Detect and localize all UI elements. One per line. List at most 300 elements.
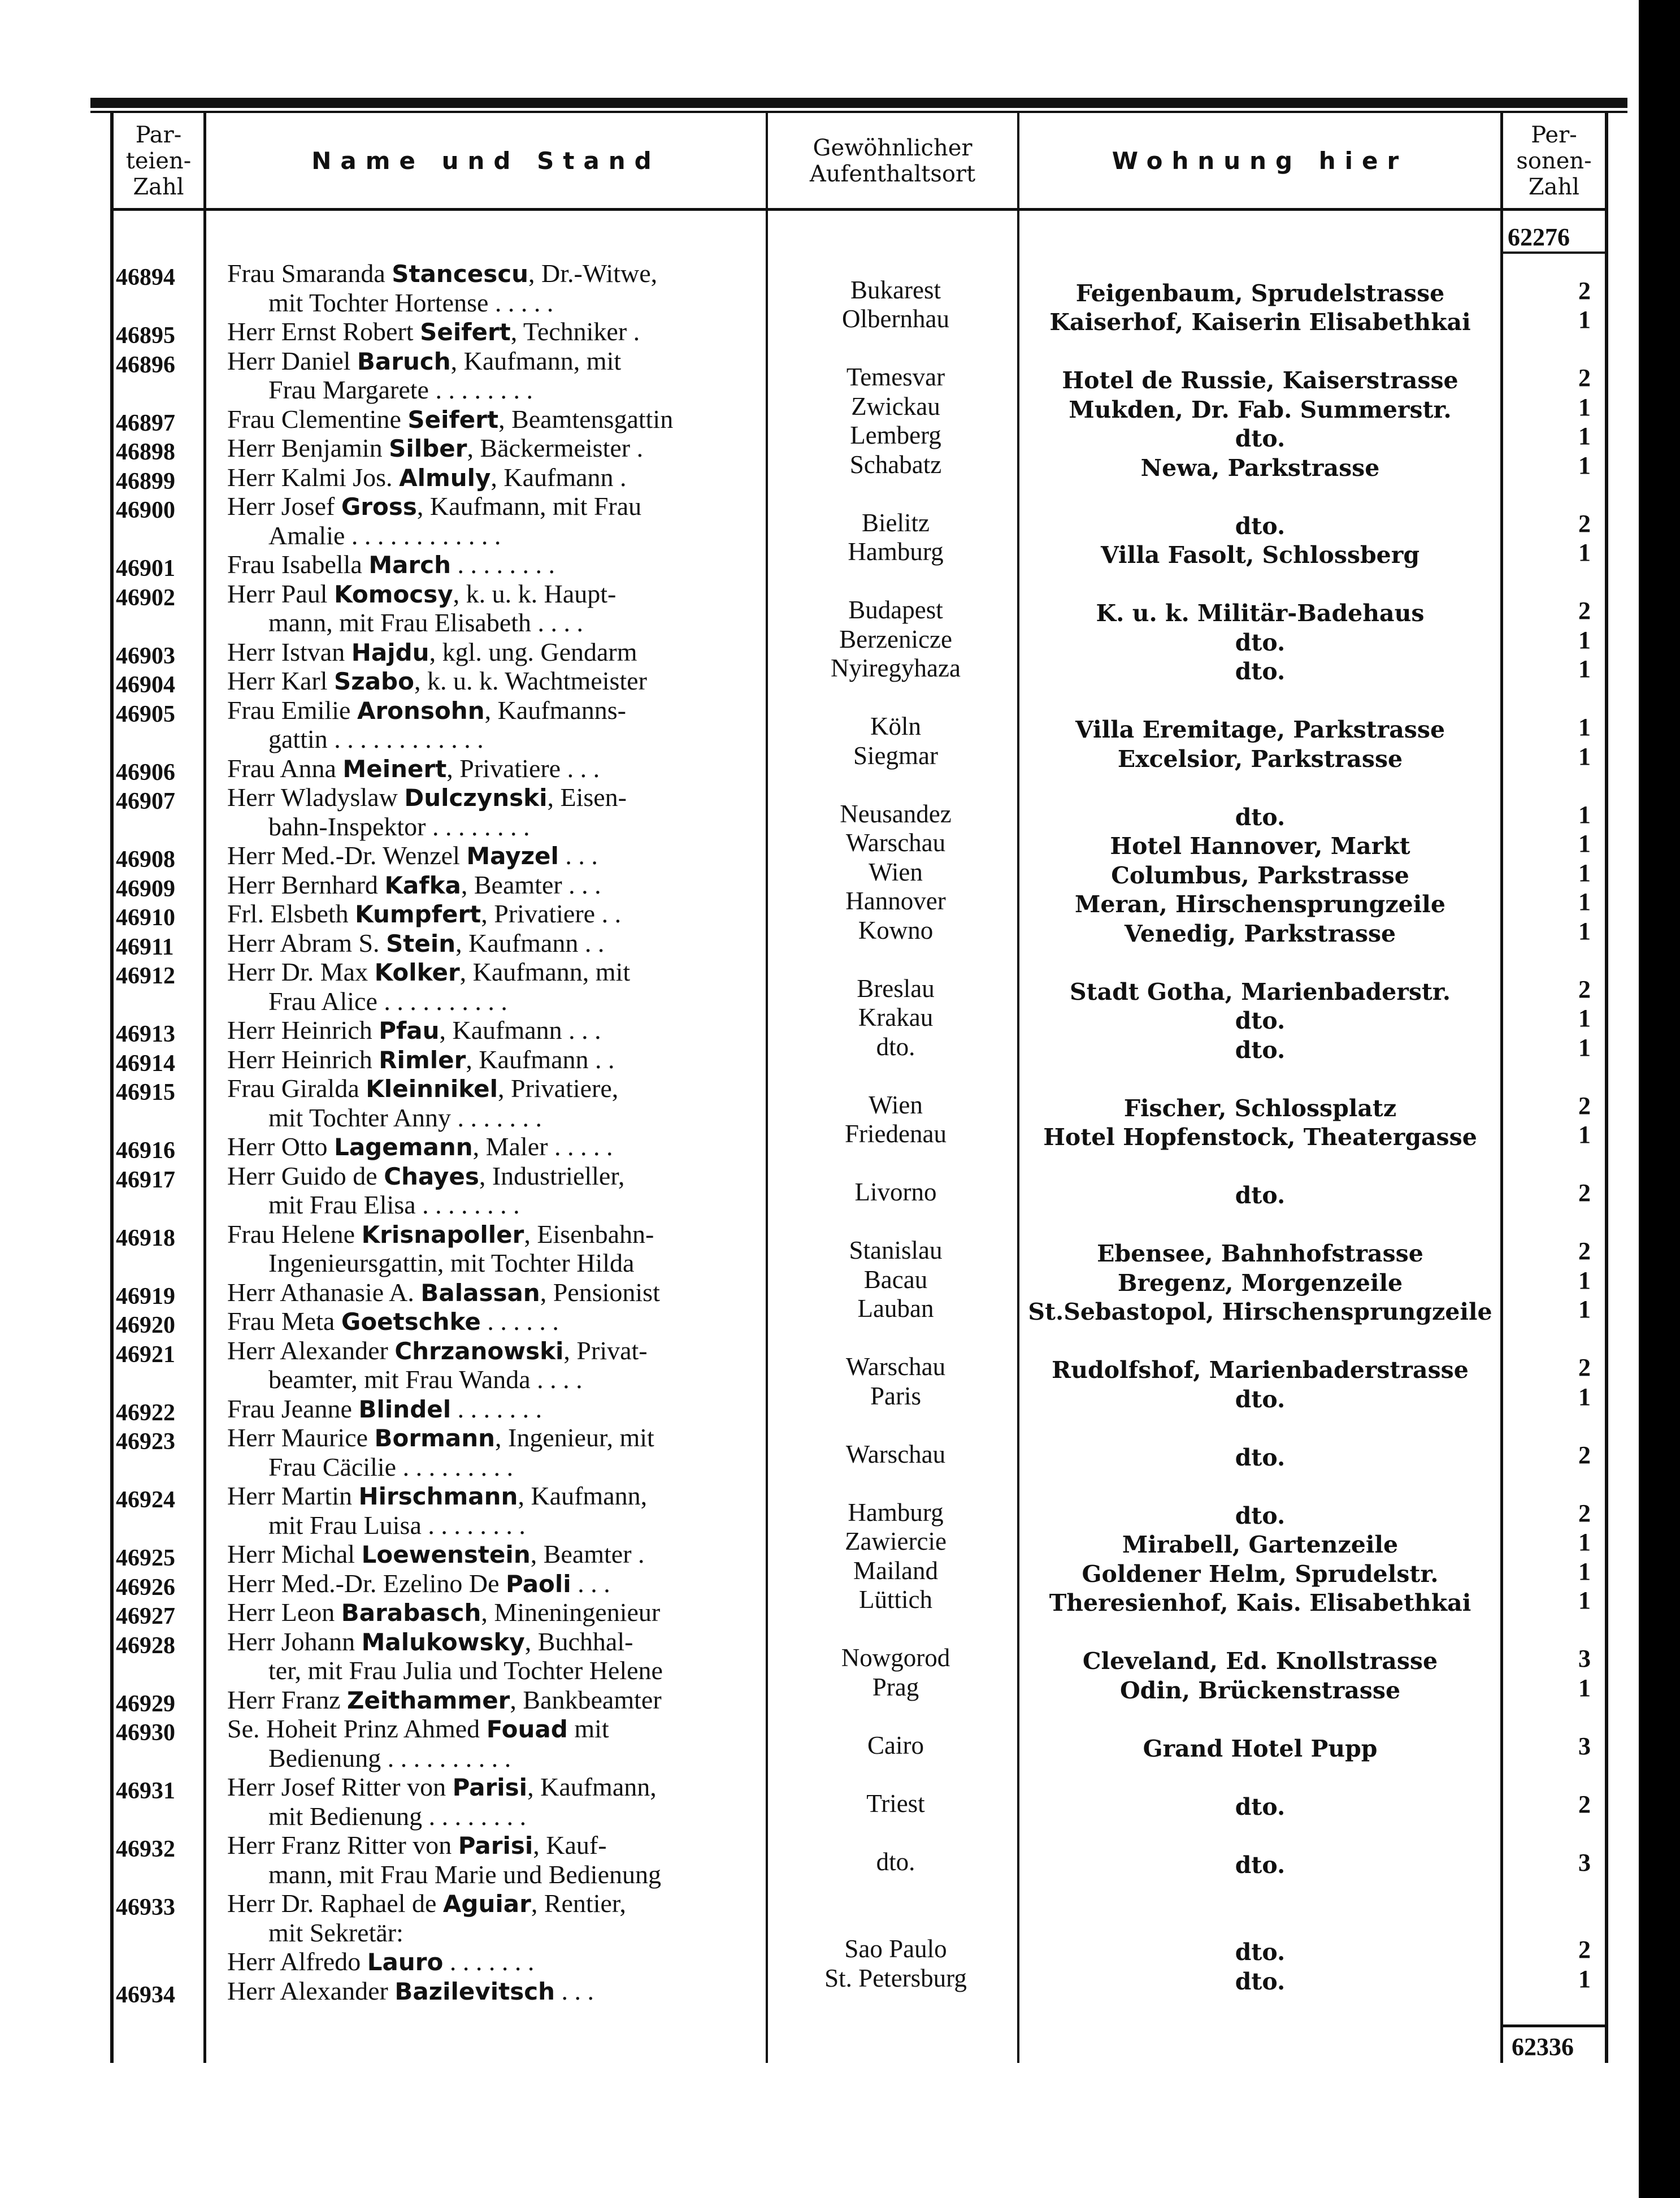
usual-residence: Köln [870,712,921,740]
entry-text: Herr Heinrich [227,1016,379,1044]
entry-surname: Chrzanowski [394,1337,564,1365]
entry-text: Herr Karl [227,666,335,695]
entry-text: mit Frau Luisa . . . . . . . . [268,1510,526,1540]
entry-name-line [227,1685,662,1715]
entry-occupation: . . . [555,1976,594,2005]
usual-residence: Lemberg [850,421,941,449]
entry-occupation: , Maler . . . . . [472,1132,613,1161]
usual-residence: Schabatz [849,450,942,479]
person-count: 1 [1578,1557,1591,1585]
party-number: 46917 [116,1167,175,1193]
header-personen-2: sonen- [1516,148,1592,174]
entry-name-line [227,1976,594,2006]
entry-surname: Stein [386,929,456,957]
party-number: 46905 [116,701,175,727]
entry-name-line [227,1597,660,1627]
entry-name-line [227,928,604,958]
lodging-here: Mirabell, Gartenzeile [1122,1531,1399,1558]
entry-surname: Parisi [452,1774,528,1801]
entry-surname: Dulczynski [404,784,548,812]
entry-surname: Mayzel [466,842,559,870]
lodging-here: Villa Fasolt, Schlossberg [1100,541,1420,569]
entry-name-continuation [268,1801,526,1831]
entry-occupation: , Kaufmann . [490,462,627,492]
party-number: 46914 [116,1050,175,1077]
usual-residence: Prag [872,1672,919,1701]
lodging-here: Rudolfshof, Marienbaderstrasse [1052,1356,1469,1384]
header-name-und-stand: Name und Stand [311,146,661,175]
entry-surname: Fouad [486,1715,568,1743]
entry-name-line [227,1627,633,1657]
entry-surname: Komocsy [334,580,453,608]
entry-occupation: , k. u. k. Haupt- [453,579,617,608]
header-personen-zahl [1503,116,1605,206]
entry-name-continuation [268,1190,520,1220]
entry-occupation: , Kaufmann . . . [439,1016,601,1044]
header-aufenthaltsort-1: Gewöhnlicher [813,135,973,161]
lodging-here: dto. [1235,425,1286,452]
usual-residence: Krakau [858,1003,934,1031]
entry-surname: Silber [389,435,467,462]
party-number: 46924 [116,1487,175,1513]
usual-residence: Livorno [854,1178,937,1206]
entry-occupation: , Buchhal- [524,1627,633,1656]
usual-residence: Lüttich [859,1585,932,1614]
usual-residence: Budapest [848,596,943,624]
usual-residence: Hannover [845,887,946,915]
person-count: 2 [1578,276,1591,305]
entry-name-line [227,753,600,783]
entry-text: mann, mit Frau Marie und Bedienung [268,1859,661,1889]
party-number: 46931 [116,1778,175,1804]
person-count: 2 [1578,509,1591,537]
entry-text: bahn-Inspektor . . . . . . . . [268,812,530,841]
lodging-here: St.Sebastopol, Hirschensprungzeile [1028,1298,1492,1325]
usual-residence: dto. [876,1847,915,1876]
entry-name-continuation [268,1655,663,1685]
usual-residence: Sao Paulo [844,1935,947,1963]
person-count: 1 [1578,1586,1591,1614]
entry-text: Herr Alexander [227,1976,395,2005]
lodging-here: Fischer, Schlossplatz [1123,1094,1397,1122]
person-count: 1 [1578,1033,1591,1061]
usual-residence: dto. [876,1032,915,1061]
entry-name-line [227,404,673,434]
lodging-here: dto. [1235,1443,1286,1471]
entry-text: Frau Helene [227,1219,362,1248]
entry-surname: Barabasch [341,1599,481,1627]
entry-text: Herr Josef [227,492,341,521]
lodging-here: Venedig, Parkstrasse [1124,920,1396,947]
entry-name-line [227,1714,609,1744]
party-number: 46896 [116,352,175,378]
person-count: 2 [1578,1091,1591,1120]
lodging-here: dto. [1235,1939,1286,1966]
header-parteien-2: teien- [125,148,192,174]
person-count: 1 [1578,859,1591,887]
person-count: 1 [1578,888,1591,916]
entry-name-continuation [268,1743,511,1773]
entry-occupation: , k. u. k. Wachtmeister [414,666,647,695]
usual-residence: Temesvar [846,363,945,391]
entry-text: Herr Kalmi Jos. [227,462,400,492]
party-number: 46923 [116,1429,175,1455]
entry-text: ter, mit Frau Julia und Tochter Helene [268,1656,663,1685]
entry-name-continuation [268,986,507,1016]
entry-occupation: , Beamtensgattin [498,404,674,433]
entry-surname: Kumpfert [355,900,481,928]
entry-surname: Pfau [379,1017,440,1044]
usual-residence: Warschau [845,1352,946,1381]
person-count: 1 [1578,539,1591,566]
entry-occupation: , Bankbeamter [510,1685,662,1714]
entry-occupation: , Mineningenieur [481,1598,661,1627]
entry-name-line [227,1539,645,1569]
lodging-here: dto. [1235,1036,1286,1064]
usual-residence: Zwickau [851,392,940,420]
entry-occupation: mit [567,1714,609,1743]
usual-residence: Lauban [857,1294,934,1323]
lodging-here: Ebensee, Bahnhofstrasse [1097,1240,1423,1267]
entry-name-line [227,1131,613,1161]
entry-text: mit Bedienung . . . . . . . . [268,1801,527,1831]
entry-name-continuation [268,1918,403,1948]
col-rule-4 [1500,113,1503,2063]
entry-occupation: . . . . . . [480,1307,559,1336]
entry-text: Bedienung . . . . . . . . . . [268,1743,511,1772]
entry-occupation: . . . . . . . . [451,550,555,579]
person-count: 1 [1578,655,1591,683]
entry-text: mann, mit Frau Elisabeth . . . . [268,608,584,637]
lodging-here: Hotel Hannover, Markt [1110,833,1410,860]
lodging-here: Grand Hotel Pupp [1143,1735,1378,1762]
lodging-here: dto. [1235,658,1286,685]
person-count: 3 [1578,1732,1591,1760]
entry-occupation: , Privatiere, [497,1074,619,1103]
entry-text: Frau Emilie [227,695,357,725]
usual-residence: Zawiercie [845,1527,947,1555]
entry-text: Frau Margarete . . . . . . . . [268,375,533,404]
usual-residence: Bielitz [862,508,930,537]
entry-text: Frau Clementine [227,404,408,433]
entry-name-line [227,840,598,870]
entry-name-line [227,1044,614,1074]
entry-text: Herr Alexander [227,1336,395,1365]
entry-occupation: , Kauf- [533,1831,607,1859]
header-personen-3: Zahl [1528,174,1580,200]
entry-surname: Chayes [384,1162,479,1190]
col-rule-1 [203,113,206,2063]
header-personen-1: Per- [1531,122,1577,148]
party-number: 46903 [116,643,175,669]
header-aufenthaltsort [768,116,1017,206]
entry-surname: Kleinnikel [366,1075,498,1103]
entry-text: Herr Josef Ritter von [227,1772,453,1801]
party-number: 46918 [116,1225,175,1251]
entry-text: mit Frau Elisa . . . . . . . . [268,1190,520,1219]
entry-name-line [227,695,626,725]
usual-residence: Bukarest [850,275,941,304]
party-number: 46920 [116,1312,175,1338]
entry-occupation: . . . . . . . [451,1394,542,1423]
entry-surname: Szabo [334,667,414,695]
entry-name-line [227,579,616,609]
usual-residence: St. Petersburg [824,1963,967,1992]
person-count: 1 [1578,1295,1591,1323]
entry-name-line [227,957,630,987]
lodging-here: Excelsior, Parkstrasse [1117,745,1403,773]
entry-occupation: , Rentier, [531,1889,626,1918]
party-number: 46901 [116,556,175,582]
entry-occupation: , Bäckermeister . [467,433,644,462]
entry-surname: Malukowsky [361,1628,525,1656]
entry-surname: Parisi [458,1832,533,1859]
entry-name-line [227,870,601,900]
entry-surname: Seifert [407,405,499,433]
top-rule [90,98,1627,108]
entry-surname: Loewenstein [361,1541,531,1568]
person-count: 1 [1578,393,1591,421]
usual-residence: Warschau [845,829,946,857]
entry-surname: Rimler [379,1046,466,1074]
usual-residence: Berzenicze [839,625,952,653]
usual-residence: Wien [869,857,923,886]
entry-occupation: , Privat- [563,1336,648,1365]
party-number: 46908 [116,847,175,873]
header-wohnung: Wohnung hier [1112,146,1408,175]
party-number: 46921 [116,1341,175,1368]
lodging-here: Odin, Brückenstrasse [1119,1676,1401,1704]
lodging-here: dto. [1235,1502,1286,1529]
header-rule [110,208,1608,211]
person-count: 2 [1578,1179,1591,1207]
person-count: 1 [1578,306,1591,333]
col-rule-left [110,113,114,2063]
person-count: 1 [1578,800,1591,829]
entry-text: Frau Meta [227,1307,341,1336]
entry-name-line [227,346,621,376]
entry-name-line [227,462,627,492]
party-number: 46933 [116,1894,175,1920]
lodging-here: Goldener Helm, Sprudelstr. [1082,1560,1439,1588]
entry-name-continuation [268,375,533,405]
entry-surname: Blindel [358,1395,452,1423]
lodging-here: dto. [1235,1385,1286,1413]
usual-residence: Warschau [845,1440,946,1468]
entry-surname: Hajdu [351,638,429,666]
entry-surname: Stancescu [392,260,529,288]
usual-residence: Paris [870,1381,921,1410]
entry-name-line [227,549,555,579]
carry-total: 62276 [1508,223,1570,251]
entry-text: Herr Istvan [227,637,351,666]
party-number: 46925 [116,1545,175,1571]
entry-occupation: , Kaufmann, mit [450,346,622,375]
usual-residence: Siegmar [853,741,938,770]
entry-surname: Aronsohn [357,696,485,725]
lodging-here: Kaiserhof, Kaiserin Elisabethkai [1049,309,1471,336]
entry-text: Herr Dr. Raphael de [227,1889,443,1918]
party-number: 46906 [116,759,175,786]
entry-name-line [227,317,640,346]
usual-residence: Triest [866,1789,925,1818]
entry-text: Herr Benjamin [227,433,389,462]
entry-name-line [227,1772,657,1802]
party-number: 46895 [116,323,175,349]
entry-occupation: , Eisenbahn- [524,1219,654,1248]
entry-name-line [227,1481,647,1511]
lodging-here: Villa Eremitage, Parkstrasse [1075,716,1445,743]
entry-name-continuation [268,1510,526,1540]
entry-name-continuation [268,1364,583,1394]
entry-name-line [227,258,657,288]
entry-occupation: . . . [571,1568,610,1598]
entry-name-line [227,1830,607,1860]
entry-surname: Meinert [342,755,447,783]
entry-surname: Krisnapoller [361,1220,524,1248]
col-rule-2 [766,113,768,2063]
entry-text: Se. Hoheit Prinz Ahmed [227,1714,487,1743]
lodging-here: dto. [1235,1851,1286,1879]
party-number: 46902 [116,584,175,611]
person-count: 3 [1578,1645,1591,1672]
person-count: 1 [1578,713,1591,741]
entry-occupation: , Dr.-Witwe, [528,259,658,288]
entry-text: Herr Daniel [227,346,357,375]
entry-text: Herr Otto [227,1132,335,1161]
usual-residence: Wien [869,1090,923,1119]
col-rule-3 [1017,113,1019,2063]
entry-text: Frau Anna [227,753,343,783]
carry-rule [1503,252,1605,254]
entry-name-continuation [268,1103,542,1133]
lodging-here: Bregenz, Morgenzeile [1117,1269,1403,1297]
entry-text: mit Sekretär: [268,1918,403,1947]
entry-name-line [227,637,637,667]
entry-name-continuation [268,1859,661,1889]
lodging-here: dto. [1235,512,1286,540]
entry-text: Herr Alfredo [227,1947,367,1976]
party-number: 46907 [116,788,175,814]
entry-text: Herr Med.-Dr. Ezelino De [227,1568,506,1598]
entry-occupation: , Industrieller, [479,1161,625,1190]
entry-name-continuation [268,288,553,318]
person-count: 1 [1578,1121,1591,1148]
party-number: 46904 [116,672,175,698]
entry-text: Herr Paul [227,579,335,608]
person-count: 2 [1578,1936,1591,1963]
lodging-here: Newa, Parkstrasse [1140,454,1380,482]
entry-text: Frau Jeanne [227,1394,359,1423]
party-number: 46898 [116,439,175,465]
entry-name-line [227,1568,610,1598]
party-number: 46912 [116,963,175,989]
party-number: 46916 [116,1138,175,1164]
entry-text: Herr Franz Ritter von [227,1831,458,1859]
entry-occupation: , Kaufmann, [527,1772,657,1801]
lodging-here: Hotel de Russie, Kaiserstrasse [1062,367,1458,394]
entry-name-continuation [268,608,583,638]
entry-name-continuation [268,1452,513,1482]
party-number: 46934 [116,1982,175,2008]
entry-occupation: , Kaufmann, [518,1481,648,1510]
entry-text: Ingenieursgattin, mit Tochter Hilda [268,1248,635,1277]
entry-name-continuation [268,812,529,842]
entry-surname: Aguiar [442,1890,531,1918]
person-count: 1 [1578,422,1591,450]
header-aufenthaltsort-2: Aufenthaltsort [809,161,976,187]
entry-text: beamter, mit Frau Wanda . . . . [268,1365,583,1394]
entry-text: Herr Dr. Max [227,957,375,986]
entry-text: gattin . . . . . . . . . . . . [268,725,484,753]
entry-occupation: , Ingenieur, mit [495,1423,654,1452]
lodging-here: Columbus, Parkstrasse [1111,861,1409,889]
entry-text: Herr Bernhard [227,870,385,899]
person-count: 2 [1578,364,1591,392]
entry-surname: Kolker [374,959,460,986]
party-number: 46913 [116,1021,175,1047]
person-count: 1 [1578,451,1591,479]
entry-text: Herr Leon [227,1598,341,1627]
entry-text: mit Tochter Hortense . . . . . [268,288,554,317]
header-parteien-3: Zahl [133,174,184,200]
party-number: 46915 [116,1080,175,1105]
col-rule-right [1605,113,1608,2063]
person-count: 2 [1578,975,1591,1003]
person-count: 1 [1578,1382,1591,1411]
lodging-here: K. u. k. Militär-Badehaus [1096,600,1425,627]
usual-residence: Mailand [853,1556,938,1585]
entry-text: Herr Med.-Dr. Wenzel [227,841,467,870]
party-number: 46922 [116,1399,175,1426]
entry-text: mit Tochter Anny . . . . . . . [268,1103,542,1132]
entry-name-line [227,433,643,463]
lodging-here: dto. [1235,1007,1286,1034]
entry-text: Frau Alice . . . . . . . . . . [268,986,507,1016]
person-count: 1 [1578,1528,1591,1556]
lodging-here: Hotel Hopfenstock, Theatergasse [1043,1124,1477,1151]
entry-name-line [227,1219,654,1249]
party-number: 46900 [116,497,175,523]
usual-residence: Olbernhau [842,305,949,333]
entry-text: Herr Abram S. [227,928,387,957]
usual-residence: Stanislau [849,1236,943,1264]
party-number: 46910 [116,905,175,931]
usual-residence: Neusandez [840,799,952,828]
entry-text: Herr Michal [227,1540,362,1568]
lodging-here: Feigenbaum, Sprudelstrasse [1075,279,1445,307]
entry-name-line [227,666,647,696]
entry-surname: Bazilevitsch [394,1977,555,2005]
person-count: 1 [1578,742,1591,770]
entry-text: Herr Maurice [227,1423,375,1452]
usual-residence: Friedenau [845,1120,947,1148]
entry-name-line [227,1336,648,1365]
person-count: 1 [1578,1965,1591,1993]
entry-occupation: , Beamter . [530,1540,645,1568]
entry-occupation: , Techniker . [510,317,640,346]
entry-text: Herr Heinrich [227,1044,379,1074]
entry-surname: Kafka [384,871,461,899]
person-count: 1 [1578,1004,1591,1032]
header-parteien-1: Par- [135,122,182,148]
usual-residence: Hamburg [848,537,944,566]
lodging-here: dto. [1235,1967,1286,1995]
person-count: 1 [1578,1266,1591,1294]
entry-name-line [227,1277,660,1307]
entry-surname: Lauro [367,1948,444,1976]
lodging-here: Meran, Hirschensprungzeile [1075,891,1445,918]
